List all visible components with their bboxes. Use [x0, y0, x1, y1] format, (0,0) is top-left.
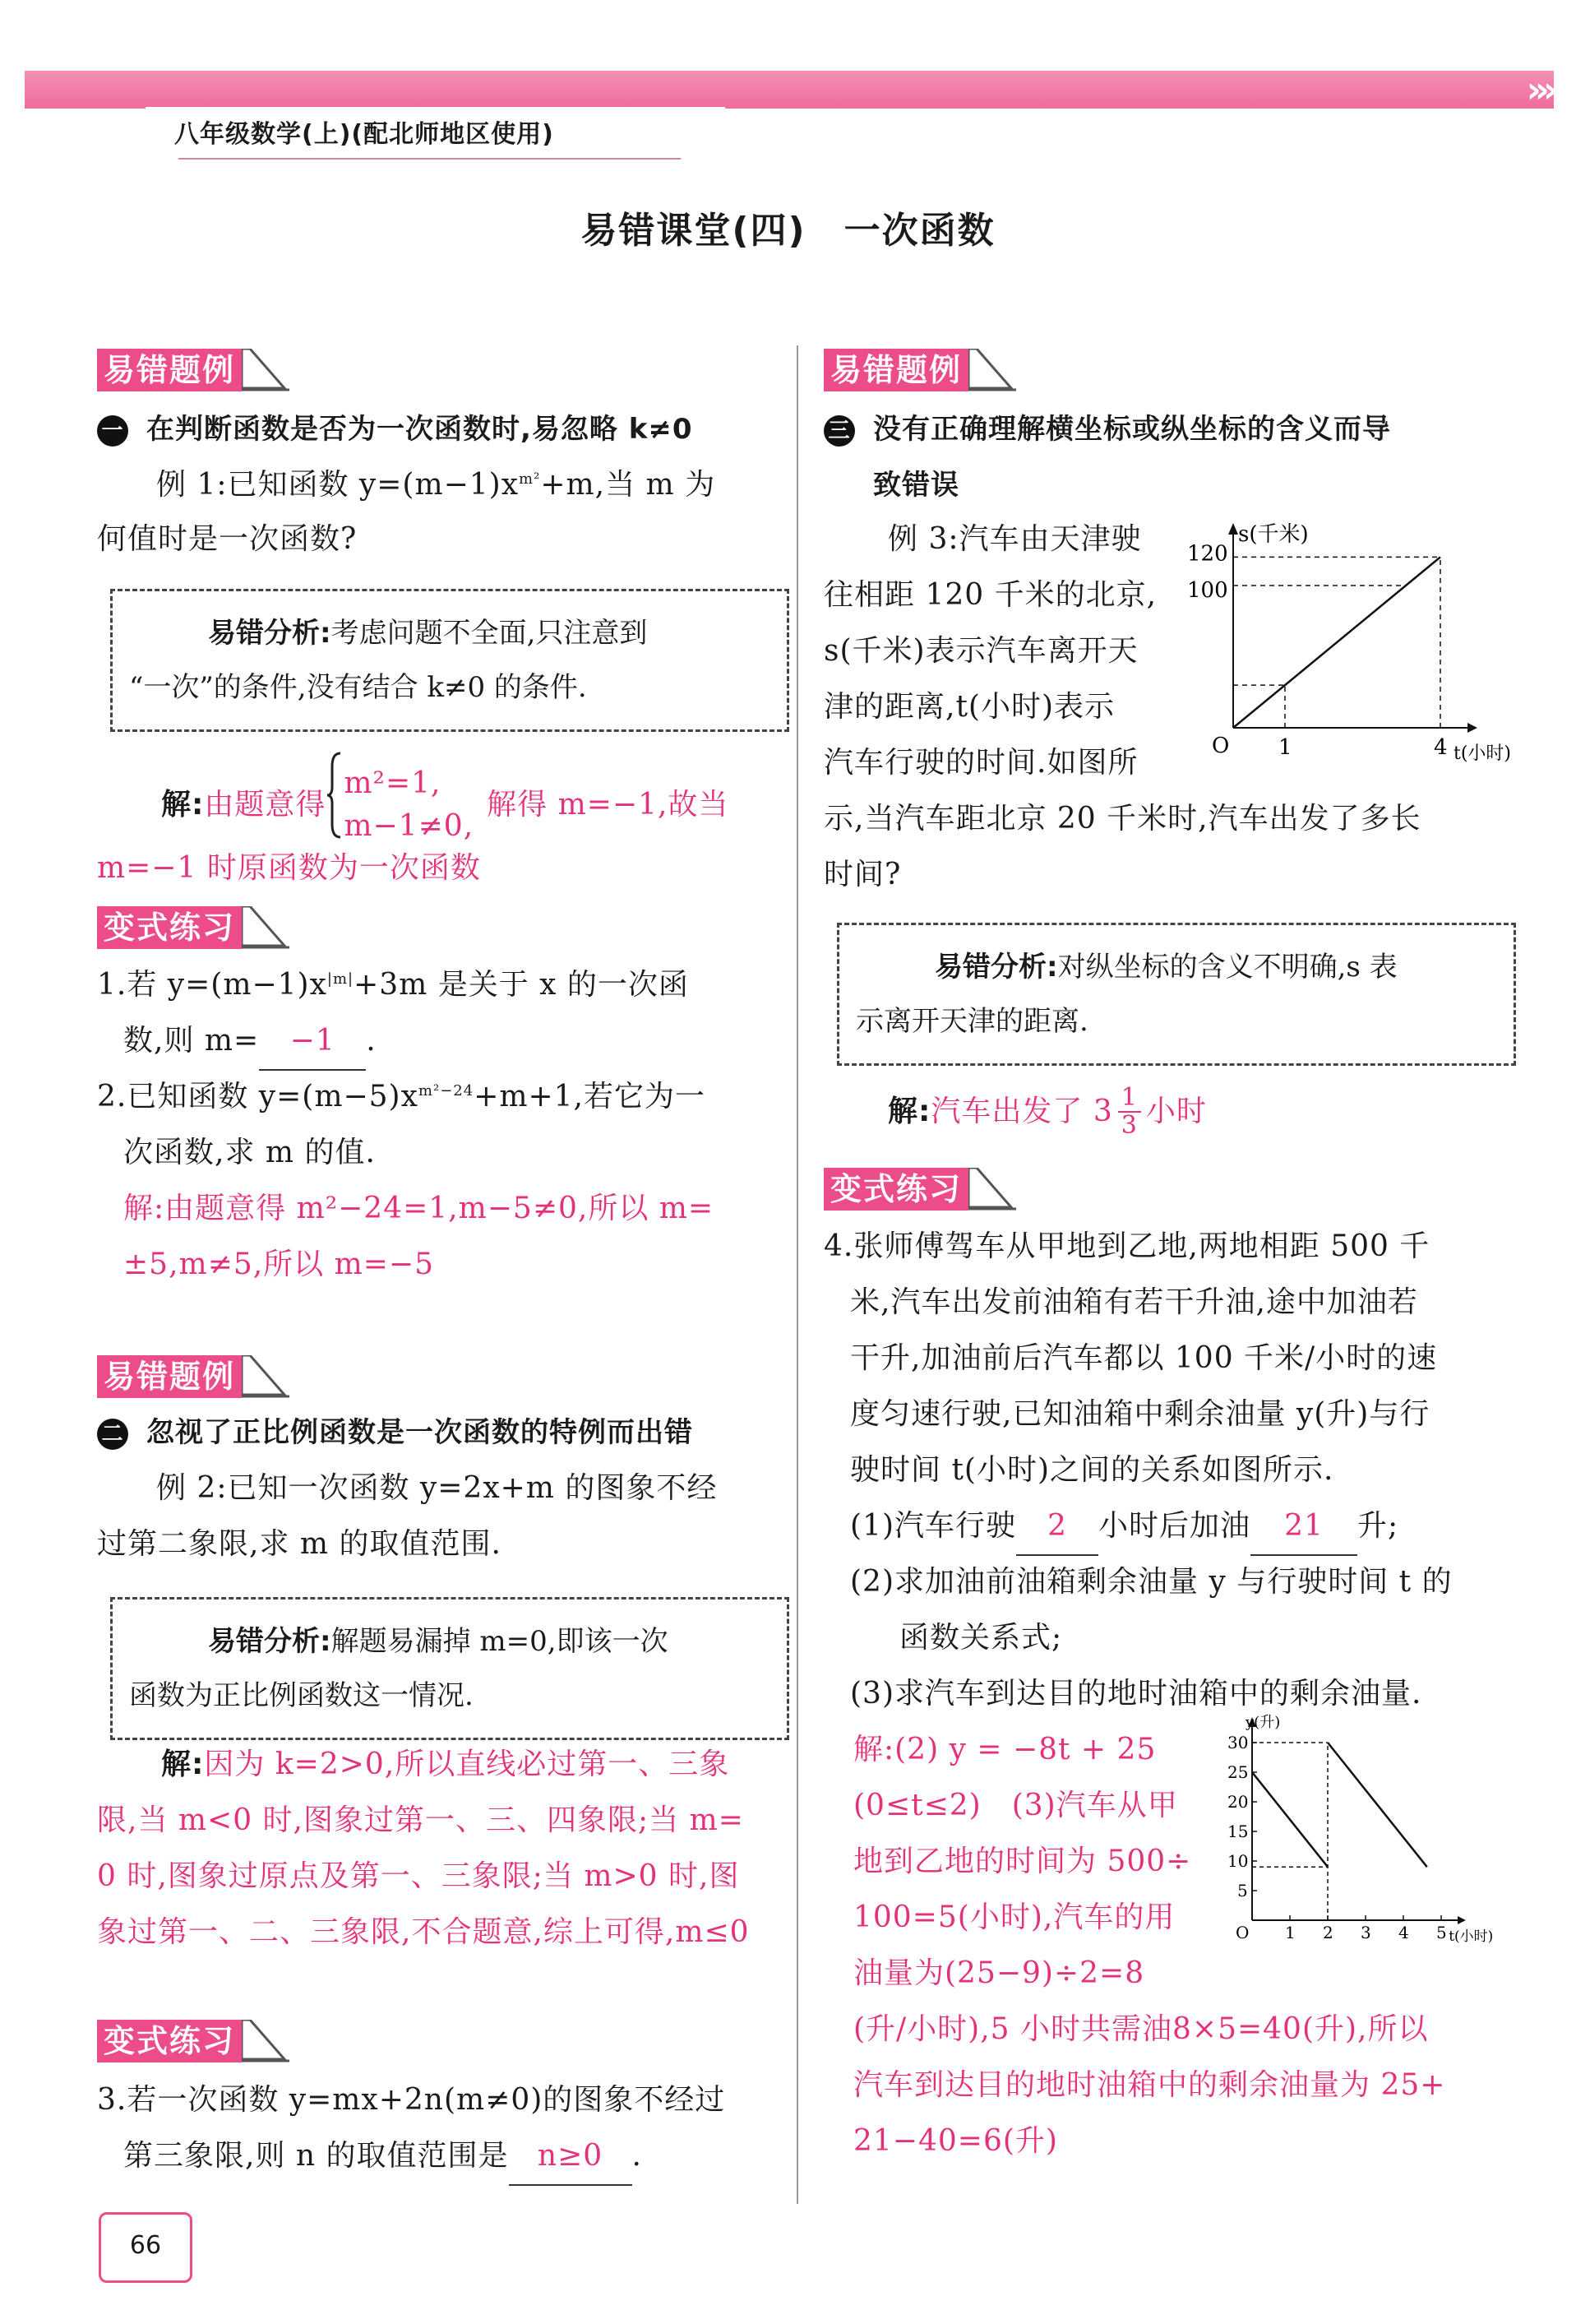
example3-line7: 时间? [824, 858, 902, 891]
sys-eq1: m²=1, [344, 766, 441, 800]
section-label-variant [97, 906, 289, 949]
book-title: 八年级数学(上)(配北师地区使用) [174, 120, 554, 149]
s3-heading1-text: 没有正确理解横坐标或纵坐标的含义而导 [873, 413, 1391, 446]
q4-sol6: (升/小时),5 小时共需油8×5=40(升),所以 [853, 2012, 1429, 2046]
solution-label: 解: [888, 1095, 931, 1128]
section-label-tail-icon [968, 349, 1016, 391]
s3-heading2: 致错误 [873, 469, 959, 502]
section-label-text: 变式练习 [824, 1168, 968, 1211]
y-tick-label: 120 [1187, 541, 1228, 567]
frac-den: 3 [1121, 1111, 1138, 1140]
q4-p1-c: 升; [1357, 1509, 1399, 1543]
ex1-a: 例 1:已知函数 y=(m−1)x [156, 468, 520, 502]
q4-sol4: 100=5(小时),汽车的用 [853, 1900, 1176, 1934]
q4-p1-b: 小时后加油 [1098, 1509, 1251, 1543]
page-title: 易错课堂(四) 一次函数 [580, 210, 996, 252]
column-divider [797, 345, 798, 2204]
example1-line2: 何值时是一次函数? [97, 522, 358, 556]
q4-sol3: 地到乙地的时间为 500÷ [853, 1845, 1192, 1878]
x-axis-arrow-icon [1467, 723, 1477, 733]
q1-c: 数,则 m= [123, 1024, 260, 1058]
y-tick-label: 100 [1187, 578, 1228, 603]
origin-label: O [1212, 734, 1230, 758]
analysis-label: 易错分析: [208, 617, 331, 650]
distance-time-chart [1184, 518, 1513, 773]
sys-eq2: m−1≠0, [344, 808, 474, 843]
q4-part3: (3)求汽车到达目的地时油箱中的剩余油量. [850, 1677, 1422, 1711]
q2-line1 [97, 1069, 705, 1125]
section-label-tail-icon [242, 1355, 289, 1398]
analysis3-a: 对纵坐标的含义不明确,s 表 [1057, 951, 1398, 984]
ex1-sup: m² [519, 470, 541, 488]
q4-sol1: 解:(2) y = −8t + 25 [853, 1733, 1157, 1766]
series-line-1 [1252, 1772, 1328, 1867]
x-tick-label: 5 [1436, 1923, 1447, 1942]
number-badge-icon: 二 [97, 1419, 128, 1450]
q2-line2: 次函数,求 m 的值. [123, 1136, 376, 1169]
section-label-variant-3 [824, 1168, 1016, 1211]
analysis1-a: 考虑问题不全面,只注意到 [330, 617, 648, 650]
q4-line2: 米,汽车出发前油箱有若干升油,途中加油若 [850, 1285, 1418, 1319]
q1-b: +3m 是关于 x 的一次函 [354, 968, 689, 1002]
q3-answer: n≥0 [509, 2128, 632, 2186]
section-label-variant-2 [97, 2020, 289, 2062]
x-tick-label: 4 [1434, 735, 1448, 760]
section-label-tail-icon [968, 1168, 1016, 1211]
header-arrows-icon: ››› [1526, 69, 1551, 111]
q3-line1: 3.若一次函数 y=mx+2n(m≠0)的图象不经过 [97, 2083, 726, 2117]
example2-line1: 例 2:已知一次函数 y=2x+m 的图象不经 [156, 1471, 718, 1505]
example3-line6: 示,当汽车距北京 20 千米时,汽车出发了多长 [824, 802, 1421, 836]
analysis2-a: 解题易漏掉 m=0,即该一次 [330, 1625, 668, 1658]
s3-heading1 [824, 401, 1391, 457]
sol1-post: 解得 m=−1,故当 [487, 787, 729, 822]
q4-answer2: 21 [1250, 1498, 1357, 1556]
origin-label: O [1236, 1923, 1250, 1942]
q1-answer: −1 [259, 1013, 366, 1071]
series-line [1233, 557, 1440, 728]
x-axis-arrow-icon [1458, 1916, 1466, 1924]
q4-line3: 干升,加油前后汽车都以 100 千米/小时的速 [850, 1341, 1438, 1375]
sol2-1: 因为 k=2>0,所以直线必过第一、三象 [204, 1748, 730, 1781]
x-tick-label: 1 [1285, 1923, 1296, 1942]
number-badge-icon: 三 [824, 415, 855, 447]
q4-line1: 4.张师傅驾车从甲地到乙地,两地相距 500 千 [824, 1229, 1430, 1263]
q1-line2 [123, 1013, 377, 1071]
q4-sol8: 21−40=6(升) [853, 2124, 1058, 2158]
q4-line5: 驶时间 t(小时)之间的关系如图所示. [850, 1453, 1334, 1487]
sol1-pre: 由题意得 [204, 787, 326, 822]
solution3 [888, 1084, 1207, 1140]
analysis-box-3 [837, 923, 1516, 1066]
solution2-line1 [161, 1737, 729, 1793]
solution2-line3: 0 时,图象过原点及第一、三象限;当 m>0 时,图 [97, 1859, 740, 1893]
analysis-label: 易错分析: [935, 951, 1058, 984]
solution2-line4: 象过第一、二、三象限,不合题意,综上可得,m≤0 [97, 1915, 750, 1949]
analysis3-b: 示离开天津的距离. [856, 1005, 1088, 1038]
example3-line2: 往相距 120 千米的北京, [824, 578, 1158, 612]
section-label-text: 易错题例 [97, 1355, 242, 1398]
analysis-box-1 [110, 589, 789, 732]
y-tick-label: 25 [1227, 1762, 1249, 1782]
q2-sup: m²−24 [418, 1082, 474, 1100]
number-badge-icon: 一 [97, 415, 128, 447]
analysis-box-2 [110, 1597, 789, 1740]
y-tick-label: 10 [1227, 1851, 1249, 1871]
q4-part1 [850, 1498, 1398, 1556]
q3-b: 第三象限,则 n 的取值范围是 [123, 2139, 509, 2173]
y-axis-label: s(千米) [1238, 522, 1309, 547]
section-label-text: 易错题例 [97, 349, 242, 391]
section-label-text: 易错题例 [824, 349, 968, 391]
example3-line5: 汽车行驶的时间.如图所 [824, 746, 1139, 780]
s1-heading-text: 在判断函数是否为一次函数时,易忽略 k≠0 [146, 413, 693, 446]
page-number: 66 [99, 2212, 192, 2283]
x-axis-label: t(小时) [1449, 1928, 1494, 1945]
sol3-b: 小时 [1145, 1095, 1207, 1128]
y-tick-label: 20 [1227, 1792, 1249, 1812]
q4-p1-a: (1)汽车行驶 [850, 1509, 1016, 1543]
example1-line1 [156, 457, 715, 513]
section-label-error-example-2 [97, 1355, 289, 1398]
x-tick-label: 1 [1278, 735, 1292, 760]
x-tick-label: 2 [1323, 1923, 1333, 1942]
y-axis-label: y(升) [1246, 1714, 1281, 1731]
solution2-line2: 限,当 m<0 时,图象过第一、三、四象限;当 m= [97, 1803, 744, 1837]
sol3-a: 汽车出发了 3 [931, 1095, 1113, 1128]
series-line-2 [1328, 1743, 1427, 1867]
example3-line4: 津的距离,t(小时)表示 [824, 690, 1116, 724]
example2-line2: 过第二象限,求 m 的取值范围. [97, 1527, 501, 1561]
example3-line3: s(千米)表示汽车离开天 [824, 634, 1139, 668]
section-label-text: 变式练习 [97, 906, 242, 949]
solution-label: 解: [161, 1748, 205, 1781]
solution-label: 解: [161, 787, 205, 822]
frac-num: 1 [1118, 1085, 1141, 1113]
fuel-time-chart [1213, 1711, 1509, 1957]
q3-c: . [631, 2139, 642, 2173]
section-label-tail-icon [242, 349, 289, 391]
analysis2-b: 函数为正比例函数这一情况. [129, 1679, 474, 1712]
example3-line1: 例 3:汽车由天津驶 [888, 522, 1142, 556]
solution1-line2: m=−1 时原函数为一次函数 [97, 851, 481, 885]
q4-part2b: 函数关系式; [899, 1621, 1063, 1655]
s2-heading [97, 1405, 693, 1461]
header-band [25, 71, 1554, 109]
q1-a: 1.若 y=(m−1)x [97, 968, 327, 1002]
q4-line4: 度匀速行驶,已知油箱中剩余油量 y(升)与行 [850, 1397, 1430, 1431]
q2-b: +m+1,若它为一 [474, 1080, 706, 1113]
y-tick-label: 30 [1227, 1733, 1249, 1752]
s1-heading [97, 401, 693, 457]
q1-line1 [97, 957, 689, 1013]
q2-sol2: ±5,m≠5,所以 m=−5 [123, 1248, 434, 1281]
analysis-label: 易错分析: [208, 1625, 331, 1658]
q2-a: 2.已知函数 y=(m−5)x [97, 1080, 418, 1113]
ex1-b: +m,当 m 为 [540, 468, 716, 502]
q4-sol5: 油量为(25−9)÷2=8 [853, 1956, 1145, 1990]
section-label-error-example-3 [824, 349, 1016, 391]
section-label-tail-icon [242, 906, 289, 949]
y-tick-label: 15 [1227, 1822, 1249, 1841]
q3-line2 [123, 2128, 642, 2186]
fraction [1118, 1085, 1141, 1139]
analysis1-b: “一次”的条件,没有结合 k≠0 的条件. [129, 671, 587, 704]
y-axis-arrow-icon [1228, 523, 1238, 535]
y-tick-label: 5 [1237, 1881, 1248, 1900]
q1-d: . [366, 1024, 377, 1058]
x-tick-label: 4 [1398, 1923, 1409, 1942]
x-axis-label: t(小时) [1454, 743, 1512, 764]
q4-part2a: (2)求加油前油箱剩余油量 y 与行驶时间 t 的 [850, 1565, 1453, 1599]
section-label-tail-icon [242, 2020, 289, 2062]
section-label-error-example [97, 349, 289, 391]
q2-sol1: 解:由题意得 m²−24=1,m−5≠0,所以 m= [123, 1192, 714, 1225]
section-label-text: 变式练习 [97, 2020, 242, 2062]
q1-sup: |m| [326, 970, 354, 988]
x-tick-label: 3 [1361, 1923, 1371, 1942]
q4-sol2: (0≤t≤2) (3)汽车从甲 [853, 1789, 1178, 1822]
q4-answer1: 2 [1016, 1498, 1098, 1556]
s2-heading-text: 忽视了正比例函数是一次函数的特例而出错 [146, 1416, 693, 1449]
q4-sol7: 汽车到达目的地时油箱中的剩余油量为 25+ [853, 2068, 1446, 2102]
